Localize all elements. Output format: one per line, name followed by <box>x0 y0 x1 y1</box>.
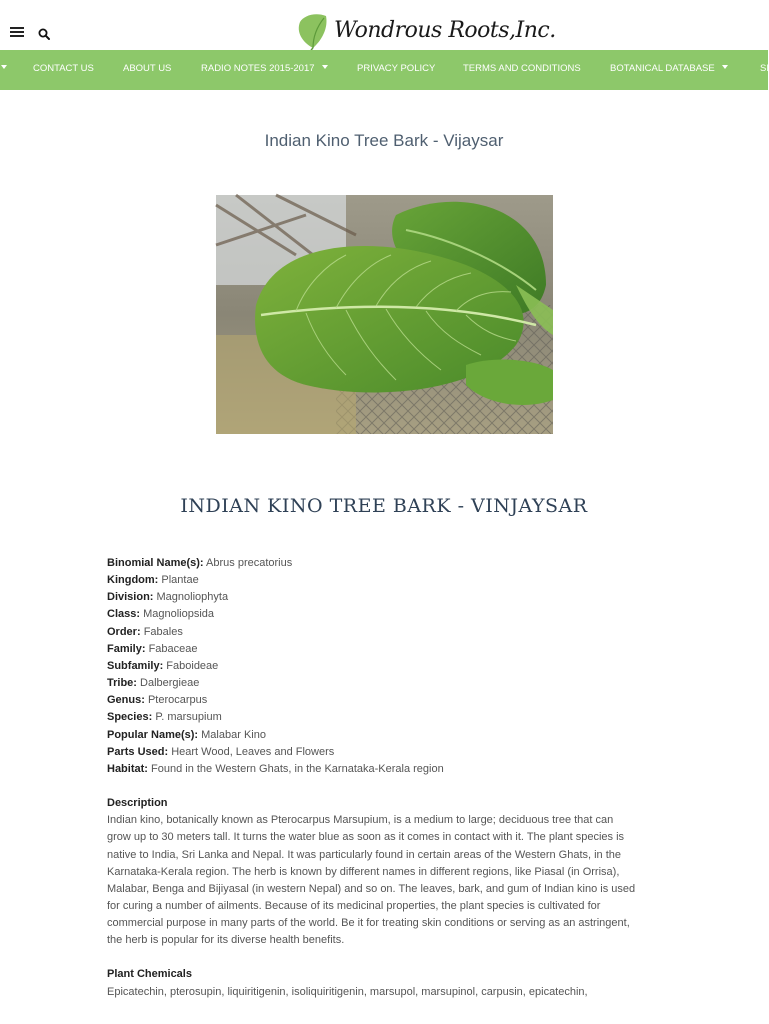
taxonomy-label: Division: <box>107 591 154 604</box>
article-heading: INDIAN KINO TREE BARK - VINJAYSAR <box>180 495 588 517</box>
taxonomy-value: Fabales <box>143 625 183 638</box>
taxonomy-label: Binomial Name(s): <box>107 557 204 569</box>
taxonomy-row <box>107 692 662 709</box>
description-line: the herb is popular for its diverse health benefits. <box>107 934 345 947</box>
description-line: Karnataka-Kerala region. The herb is known by different names in different regions, like Piasal (in Orrisa), <box>107 865 620 878</box>
taxonomy-value: Dalbergieae <box>140 677 200 690</box>
main-nav <box>0 50 768 90</box>
chevron-down-icon <box>722 65 728 69</box>
taxonomy-value: Magnoliophyta <box>156 591 229 604</box>
nav-overflow-caret[interactable] <box>0 50 7 90</box>
taxonomy-row <box>107 589 662 606</box>
taxonomy-row <box>107 606 662 623</box>
taxonomy-row <box>107 744 662 761</box>
nav-item-label: ABOUT US <box>123 63 172 74</box>
nav-item-label: PRIVACY POLICY <box>357 63 436 74</box>
taxonomy-value: Heart Wood, Leaves and Flowers <box>171 745 335 758</box>
plant-chemicals-text: Epicatechin, pterosupin, liquiritigenin, isoliquiritigenin, marsupol, marsupinol, carpusin, epicatechin, <box>107 985 588 998</box>
description-line: Malabar, Benga and Bijiyasal (in western Nepal) and so on. The leaves, bark, and gum of Indian kino is used <box>107 882 636 895</box>
leaf-logo-icon <box>296 12 330 50</box>
nav-item-terms-and-conditions[interactable] <box>463 50 581 90</box>
nav-item-overflow[interactable] <box>760 50 769 90</box>
taxonomy-row <box>107 572 662 589</box>
taxonomy-row <box>107 658 662 675</box>
taxonomy-value: Found in the Western Ghats, in the Karnataka-Kerala region <box>151 762 444 775</box>
leaf-photo <box>216 195 553 434</box>
nav-item-label: TERMS AND CONDITIONS <box>463 63 581 74</box>
taxonomy-row <box>107 675 662 692</box>
nav-item-radio-notes[interactable] <box>201 50 328 90</box>
taxonomy-value: Malabar Kino <box>201 728 266 741</box>
plant-chemicals-heading: Plant Chemicals <box>107 968 192 981</box>
nav-item-botanical-database[interactable] <box>610 50 728 90</box>
nav-item-label: CONTACT US <box>33 63 94 74</box>
site-header <box>0 0 768 50</box>
taxonomy-label: Subfamily: <box>107 659 164 672</box>
taxonomy-row <box>107 624 662 641</box>
description-text <box>107 812 662 949</box>
taxonomy-label: Class: <box>107 608 141 621</box>
description-line: Indian kino, botanically known as Pterocarpus Marsupium, is a medium to large; deciduous tree that can <box>107 814 614 827</box>
taxonomy-label: Order: <box>107 625 141 638</box>
taxonomy-label: Habitat: <box>107 762 148 775</box>
taxonomy-label: Tribe: <box>107 677 137 690</box>
nav-item-label: BOTANICAL DATABASE <box>610 63 715 74</box>
taxonomy-value: Pterocarpus <box>147 694 208 707</box>
taxonomy-value: P. marsupium <box>155 711 222 724</box>
taxonomy-label: Family: <box>107 642 146 655</box>
taxonomy-row <box>107 727 662 744</box>
taxonomy-label: Kingdom: <box>107 574 159 587</box>
site-logo[interactable] <box>296 12 556 52</box>
taxonomy-label: Parts Used: <box>107 745 169 758</box>
nav-item-privacy-policy[interactable] <box>357 50 435 90</box>
page-title: Indian Kino Tree Bark - Vijaysar <box>264 131 504 150</box>
nav-item-label: RADIO NOTES 2015-2017 <box>201 63 315 74</box>
chevron-down-icon <box>1 65 7 69</box>
taxonomy-row <box>107 641 662 658</box>
taxonomy-value: Abrus precatorius <box>206 557 293 569</box>
taxonomy-value: Magnoliopsida <box>143 608 215 621</box>
taxonomy-row <box>107 709 662 726</box>
description-line: for curing a number of ailments. Because of its medicinal properties, the plant species is cultivated for <box>107 899 601 912</box>
taxonomy-value: Fabaceae <box>148 642 198 655</box>
logo-text: Wondrous Roots,Inc. <box>334 18 556 43</box>
hamburger-menu-icon[interactable] <box>10 27 24 37</box>
taxonomy-label: Popular Name(s): <box>107 728 199 741</box>
nav-item-about-us[interactable] <box>123 50 171 90</box>
description-line: native to India, Sri Lanka and Nepal. It was particularly found in certain areas of the Western Ghats, in the <box>107 848 622 861</box>
description-line: commercial purpose in many parts of the world. Be it for treating skin conditions or serving as an astringent, <box>107 917 630 930</box>
search-icon[interactable] <box>38 28 50 40</box>
nav-item-contact-us[interactable] <box>33 50 94 90</box>
nav-item-label: SI <box>760 63 769 74</box>
description-line: grow up to 30 meters tall. It turns the water blue as soon as it comes in contact with it. The plant species is <box>107 831 625 844</box>
chevron-down-icon <box>322 65 328 69</box>
taxonomy-row <box>107 555 662 572</box>
description-heading: Description <box>107 797 168 810</box>
article-content <box>107 555 662 1001</box>
taxonomy-label: Species: <box>107 711 153 724</box>
taxonomy-value: Faboideae <box>166 659 219 672</box>
taxonomy-row <box>107 761 662 778</box>
taxonomy-label: Genus: <box>107 694 145 707</box>
taxonomy-value: Plantae <box>161 574 199 587</box>
